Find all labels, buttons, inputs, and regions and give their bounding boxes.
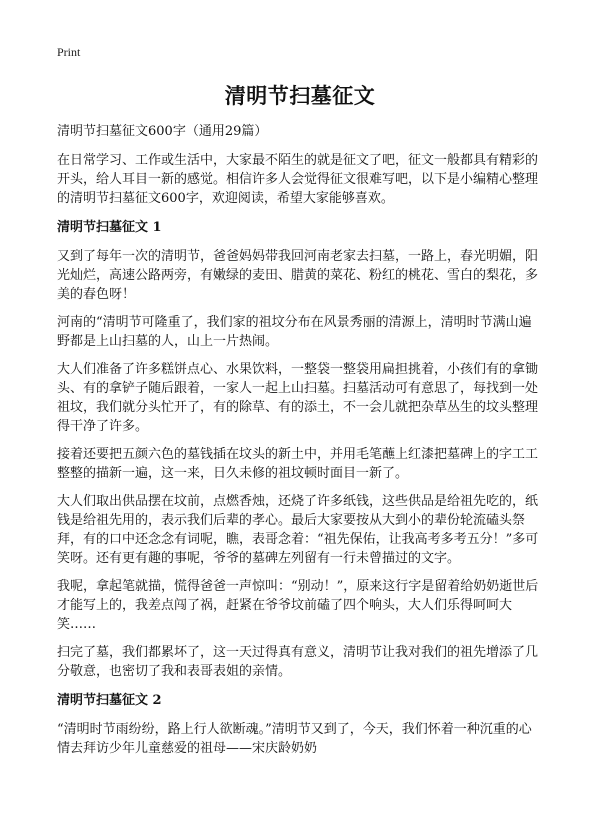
print-link[interactable]: Print [57,45,81,59]
section-heading: 清明节扫墓征文 1 [57,220,162,235]
section-paragraph: 接着还要把五颜六色的墓钱插在坟头的新土中，并用毛笔蘸上红漆把墓碑上的字工工整整的描新一遍，这一来，日久未修的祖坟顿时面目一新了。 [57,447,539,481]
section-heading: 清明节扫墓征文 2 [57,693,162,708]
page-title: 清明节扫墓征文 [224,84,376,108]
section-paragraph: “清明时节雨纷纷，路上行人欲断魂。”清明节又到了，今天，我们怀着一种沉重的心情去拜访少年儿童慈爱的祖母——宋庆龄奶奶 [57,722,532,756]
intro-paragraph: 在日常学习、工作或生活中，大家最不陌生的就是征文了吧，征文一般都具有精彩的开头，给人耳目一新的感觉。相信许多人会觉得征文很难写吧，以下是小编精心整理的清明节扫墓征文600字，欢迎阅读，希望大家能够喜欢。 [57,153,539,206]
section-paragraph: 又到了每年一次的清明节，爸爸妈妈带我回河南老家去扫墓，一路上，春光明媚，阳光灿烂，高速公路两旁，有嫩绿的麦田、腊黄的菜花、粉红的桃花、雪白的梨花，多美的春色呀！ [57,249,539,302]
section-paragraph: 河南的“清明节可隆重了，我们家的祖坟分布在风景秀丽的清源上，清明时节满山遍野都是上山扫墓的人，山上一片热闹。 [57,315,532,349]
section-paragraph: 大人们取出供品摆在坟前，点燃香烛，还烧了许多纸钱，这些供品是给祖先吃的，纸钱是给祖先用的，表示我们后辈的孝心。最后大家要按从大到小的辈份轮流磕头祭拜，有的口中还念念有词呢，瞧，表哥念着：“祖先保佑，让我高考多考五分！”多可笑呀。还有更有趣的事呢，爷爷的墓碑左列留有一行未曾描过的文字。 [57,494,539,566]
section-paragraph: 我呢，拿起笔就描，慌得爸爸一声惊叫：“别动！”，原来这行字是留着给奶奶逝世后才能写上的，我差点闯了祸，赶紧在爷爷坟前磕了四个响头，大人们乐得呵呵大笑…… [57,579,539,632]
section-paragraph: 扫完了墓，我们都累坏了，这一天过得真有意义，清明节让我对我们的祖先增添了几分敬意，也密切了我和表哥表姐的亲情。 [57,645,539,679]
section-paragraph: 大人们准备了许多糕饼点心、水果饮料，一整袋一整袋用扁担挑着，小孩们有的拿锄头、有的拿铲子随后跟着，一家人一起上山扫墓。扫墓活动可有意思了，每找到一处祖坟，我们就分头忙开了，有的除草、有的添土，不一会儿就把杂草丛生的坟头整理得干净了许多。 [57,362,539,434]
document-subtitle: 清明节扫墓征文600字（通用29篇） [57,124,268,139]
